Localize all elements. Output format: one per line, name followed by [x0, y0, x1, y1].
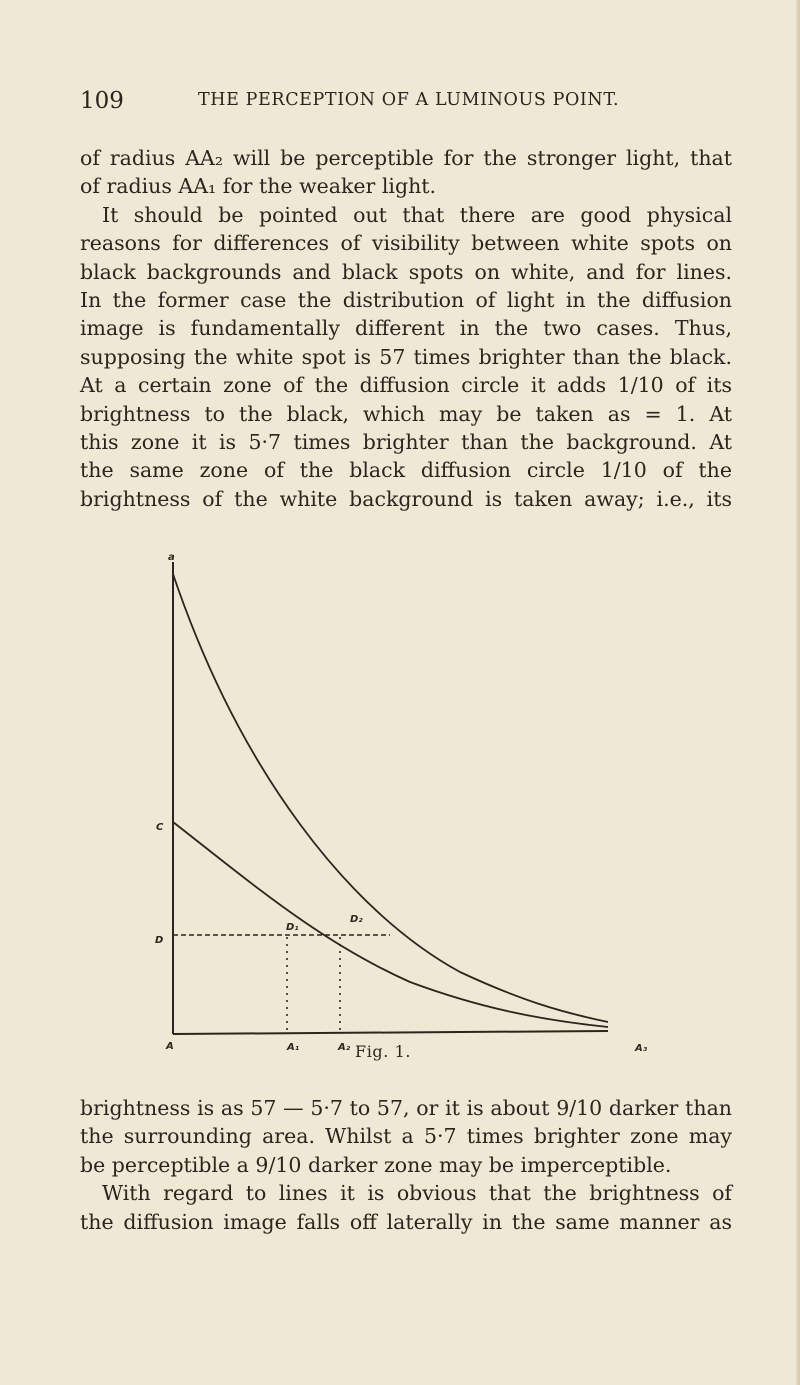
curve-stronger-light [173, 574, 608, 1022]
label-d: D [155, 935, 164, 946]
text-line: this zone it is 5·7 times brighter than the background. At [80, 430, 732, 455]
text-line: black backgrounds and black spots on white, and for lines. [80, 259, 732, 284]
label-a: a [168, 552, 175, 563]
text-line: the diffusion image falls off laterally in the same manner as [80, 1209, 732, 1234]
page-edge [796, 0, 800, 1385]
label-d1: D₁ [286, 922, 299, 933]
text-line: reasons for differences of visibility between white spots on [80, 231, 732, 256]
text-line: of radius AA₂ will be perceptible for the stronger light, that [80, 146, 732, 170]
text-line: It should be pointed out that there are good physical [102, 202, 732, 227]
label-a2: A₂ [338, 1042, 351, 1053]
text-line: of radius AA₁ for the weaker light. [80, 174, 437, 199]
figure-caption: Fig. 1. [355, 1042, 412, 1061]
label-axis-a: A [166, 1041, 174, 1052]
figure-diffusion-curves [155, 532, 660, 1077]
horizontal-axis [173, 1031, 608, 1034]
running-header [80, 88, 730, 118]
text-line: At a certain zone of the diffusion circle it adds 1/10 of its [80, 373, 732, 398]
text-line: In the former case the distribution of light in the diffusion [80, 288, 732, 313]
label-c: C [156, 822, 164, 833]
diagram-svg [155, 532, 660, 1077]
paragraph-top [80, 144, 732, 513]
label-d2: D₂ [350, 914, 363, 925]
text-line: brightness of the white background is taken away; i.e., its [80, 486, 732, 511]
text-line: the same zone of the black diffusion circle 1/10 of the [80, 458, 732, 483]
text-line: be perceptible a 9/10 darker zone may be imperceptible. [80, 1152, 672, 1177]
text-line: With regard to lines it is obvious that the brightness of [102, 1181, 732, 1206]
label-a1: A₁ [287, 1042, 300, 1053]
text-line: brightness is as 57 — 5·7 to 57, or it is about 9/10 darker than [80, 1096, 732, 1120]
text-line: image is fundamentally different in the two cases. Thus, [80, 316, 732, 341]
text-line: the surrounding area. Whilst a 5·7 times brighter zone may [80, 1124, 732, 1149]
page-number: 109 [80, 88, 124, 114]
text-line: supposing the white spot is 57 times brighter than the black. [80, 344, 732, 369]
running-title: THE PERCEPTION OF A LUMINOUS POINT. [198, 90, 620, 110]
label-a3: A₃ [635, 1043, 648, 1054]
paragraph-bottom [80, 1094, 732, 1236]
text-line: brightness to the black, which may be taken as = 1. At [80, 401, 732, 426]
